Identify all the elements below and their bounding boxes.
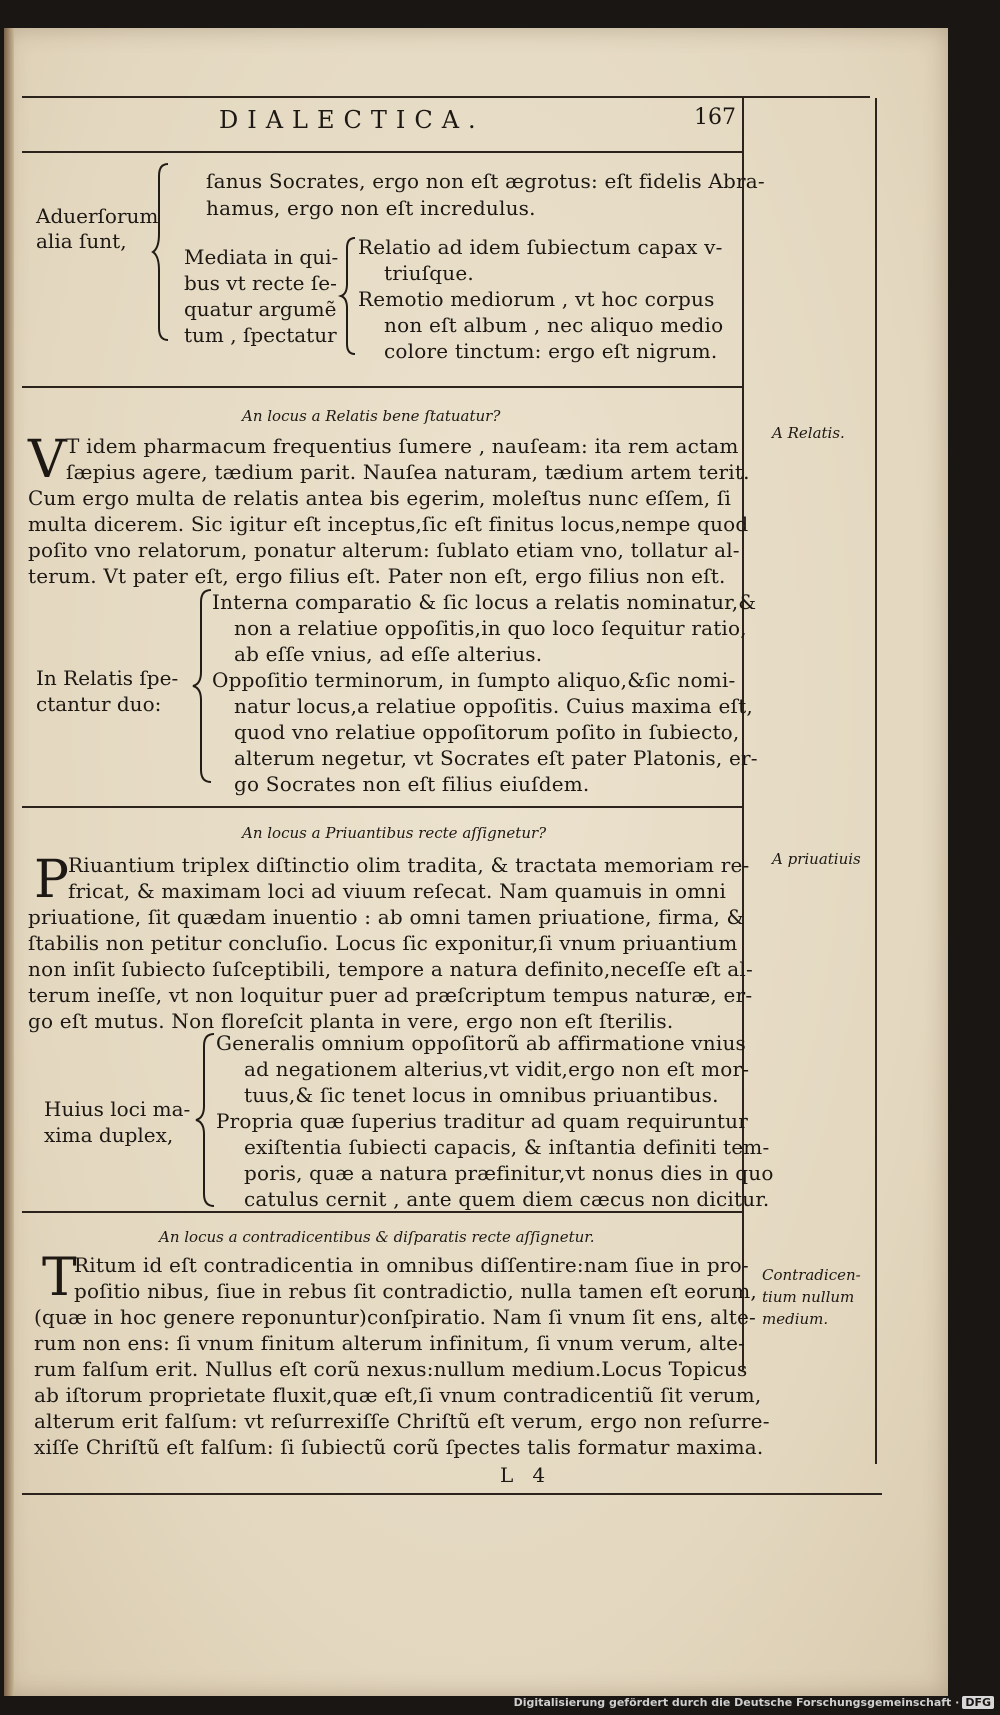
section1-item-line-7: alterum negetur, vt Socrates eſt pater Platonis, er- xyxy=(234,746,758,770)
section3-line-6: ab iſtorum proprietate fluxit,quæ eſt,ſi vnum contradicentiũ ſit verum, xyxy=(34,1383,762,1407)
block1-item-line-5: colore tinctum: ergo eſt nigrum. xyxy=(384,339,718,363)
section2-item-line-6: poris, quæ a natura præfinitur,vt nonus dies in quo xyxy=(244,1161,774,1185)
section1-item-line-5: natur locus,a relatiue oppoſitis. Cuius maxima eſt, xyxy=(234,694,753,718)
section2-line-4: ſtabilis non petitur concluſio. Locus ſic exponitur,ſi vnum priuantium xyxy=(28,931,738,955)
section1-line-6: terum. Vt pater eſt, ergo filius eſt. Pater non eſt, ergo filius non eſt. xyxy=(28,564,726,588)
section2-line-1: Riuantium triplex diſtinctio olim tradita, & tractata memoriam re- xyxy=(68,853,750,877)
digitization-credit-text: Digitalisierung gefördert durch die Deutsche Forschungsgemeinschaft · xyxy=(513,1696,960,1709)
block1-item-line-3: Remotio mediorum , vt hoc corpus xyxy=(358,287,715,311)
section2-line-6: terum ineſſe, vt non loquitur puer ad præſcriptum tempus naturæ, er- xyxy=(28,983,753,1007)
section1-item-line-2: non a relatiue oppoſitis,in quo loco ſequitur ratio, xyxy=(234,616,747,640)
section2-item-line-5: exiſtentia ſubiecti capacis, & inſtantia definiti tem- xyxy=(244,1135,770,1159)
section2-line-5: non inſit ſubiecto ſuſceptibili, tempore a natura definito,neceſſe eſt al- xyxy=(28,957,753,981)
rule-after-section2 xyxy=(22,1211,744,1213)
section1-item-line-6: quod vno relatiue oppoſitorum poſito in ſubiecto, xyxy=(234,720,740,744)
block1-item-line-4: non eſt album , nec aliquo medio xyxy=(384,313,724,337)
header-rule-bottom xyxy=(22,151,744,153)
block1-outer-brace xyxy=(152,162,172,342)
block1-item-line-1: Relatio ad idem ſubiectum capax v- xyxy=(358,235,723,259)
dfg-logo: DFG xyxy=(962,1696,994,1709)
section1-line-5: poſito vno relatorum, ponatur alterum: ſublato etiam vno, tollatur al- xyxy=(28,538,740,562)
section1-line-3: Cum ergo multa de relatis antea bis egerim, moleſtus nunc eſſem, ſi xyxy=(28,486,732,510)
book-page xyxy=(4,28,948,1696)
block1-item-line-2: triuſque. xyxy=(384,261,474,285)
section1-heading: An locus a Relatis bene ſtatuatur? xyxy=(242,407,501,425)
section2-heading: An locus a Priuantibus recte aſſignetur? xyxy=(242,824,547,842)
section1-line-2: ſæpius agere, tædium parit. Nauſea naturam, tædium artem terit. xyxy=(66,460,750,484)
section1-marginal-note: A Relatis. xyxy=(772,424,845,442)
section2-marginal-note: A priuatiuis xyxy=(772,850,861,868)
section2-brace xyxy=(194,1032,218,1208)
block1-sublabel-line-4: tum , ſpectatur xyxy=(184,323,337,347)
section2-item-line-1: Generalis omnium oppoſitorũ ab affirmatione vnius xyxy=(216,1031,747,1055)
rule-after-block1 xyxy=(22,386,744,388)
section1-drop-cap: V xyxy=(28,430,66,490)
section2-line-2: fricat, & maximam loci ad viuum reſecat. Nam quamuis in omni xyxy=(68,879,727,903)
page-spine-edge xyxy=(4,28,14,1696)
section2-drop-cap: P xyxy=(34,850,69,910)
signature-mark: L 4 xyxy=(500,1463,546,1487)
block1-top-line-2: hamus, ergo non eſt incredulus. xyxy=(206,196,536,220)
section2-line-7: go eſt mutus. Non floreſcit planta in vere, ergo non eſt ſterilis. xyxy=(28,1009,674,1033)
section2-item-line-3: tuus,& ſic tenet locus in omnibus priuantibus. xyxy=(244,1083,719,1107)
section3-drop-cap: T xyxy=(42,1248,77,1308)
section2-item-line-7: catulus cernit , ante quem diem cæcus non dicitur. xyxy=(244,1187,770,1211)
section1-item-line-4: Oppoſitio terminorum, in ſumpto aliquo,&ſic nomi- xyxy=(212,668,736,692)
section1-label-line-1: In Relatis ſpe- xyxy=(36,666,179,690)
section3-line-7: alterum erit falſum: vt reſurrexiſſe Chriſtũ eſt verum, ergo non reſurre- xyxy=(34,1409,770,1433)
section1-item-line-1: Interna comparatio & ſic locus a relatis nominatur,& xyxy=(212,590,757,614)
footer-rule xyxy=(22,1493,882,1495)
block1-label-line-1: Aduerſorum xyxy=(36,204,159,228)
section2-label-line-2: xima duplex, xyxy=(44,1123,174,1147)
running-title: DIALECTICA. xyxy=(219,106,485,134)
section1-label-line-2: ctantur duo: xyxy=(36,692,162,716)
section3-line-1: Ritum id eſt contradicentia in omnibus diſſentire:nam ſiue in pro- xyxy=(74,1253,749,1277)
page-number: 167 xyxy=(694,105,736,130)
section3-line-2: poſitio nibus, ſiue in rebus ſit contradictio, nulla tamen eſt eorum, xyxy=(74,1279,757,1303)
rule-after-section1 xyxy=(22,806,744,808)
section1-item-line-3: ab eſſe vnius, ad eſſe alterius. xyxy=(234,642,543,666)
section1-line-4: multa dicerem. Sic igitur eſt inceptus,ſic eſt finitus locus,nempe quod xyxy=(28,512,749,536)
section3-marginal-line-1: Contradicen- xyxy=(762,1266,861,1284)
section1-item-line-8: go Socrates non eſt filius eiuſdem. xyxy=(234,772,590,796)
section3-marginal-line-2: tium nullum xyxy=(762,1288,855,1306)
section3-heading: An locus a contradicentibus & diſparatis recte aſſignetur. xyxy=(159,1228,595,1246)
section2-item-line-4: Propria quæ ſuperius traditur ad quam requiruntur xyxy=(216,1109,748,1133)
margin-column-right-rule xyxy=(875,98,877,1464)
section3-line-4: rum non ens: ſi vnum finitum alterum infinitum, ſi vnum verum, alte- xyxy=(34,1331,746,1355)
block1-label-line-2: alia ſunt, xyxy=(36,229,127,253)
block1-sublabel-line-2: bus vt recte ſe- xyxy=(184,271,337,295)
section1-line-1: T idem pharmacum frequentius ſumere , nauſeam: ita rem actam xyxy=(66,434,739,458)
section3-marginal-line-3: medium. xyxy=(762,1310,829,1328)
block1-sublabel-line-3: quatur argumẽ xyxy=(184,297,337,321)
block1-top-line-1: ſanus Socrates, ergo non eſt ægrotus: eſt fidelis Abra- xyxy=(206,169,765,193)
section3-line-3: (quæ in hoc genere reponuntur)conſpiratio. Nam ſi vnum ſit ens, alte- xyxy=(34,1305,757,1329)
section2-label-line-1: Huius loci ma- xyxy=(44,1097,191,1121)
section2-item-line-2: ad negationem alterius,vt vidit,ergo non eſt mor- xyxy=(244,1057,750,1081)
digitization-credit xyxy=(514,1696,994,1709)
block1-inner-brace xyxy=(339,236,359,356)
section3-line-5: rum falſum erit. Nullus eſt corũ nexus:nullum medium.Locus Topicus xyxy=(34,1357,748,1381)
section2-line-3: priuatione, ſit quædam inuentio : ab omni tamen priuatione, firma, & xyxy=(28,905,745,929)
section3-line-8: xiſſe Chriſtũ eſt falſum: ſi ſubiectũ corũ ſpectes talis formatur maxima. xyxy=(34,1435,764,1459)
block1-sublabel-line-1: Mediata in qui- xyxy=(184,245,339,269)
